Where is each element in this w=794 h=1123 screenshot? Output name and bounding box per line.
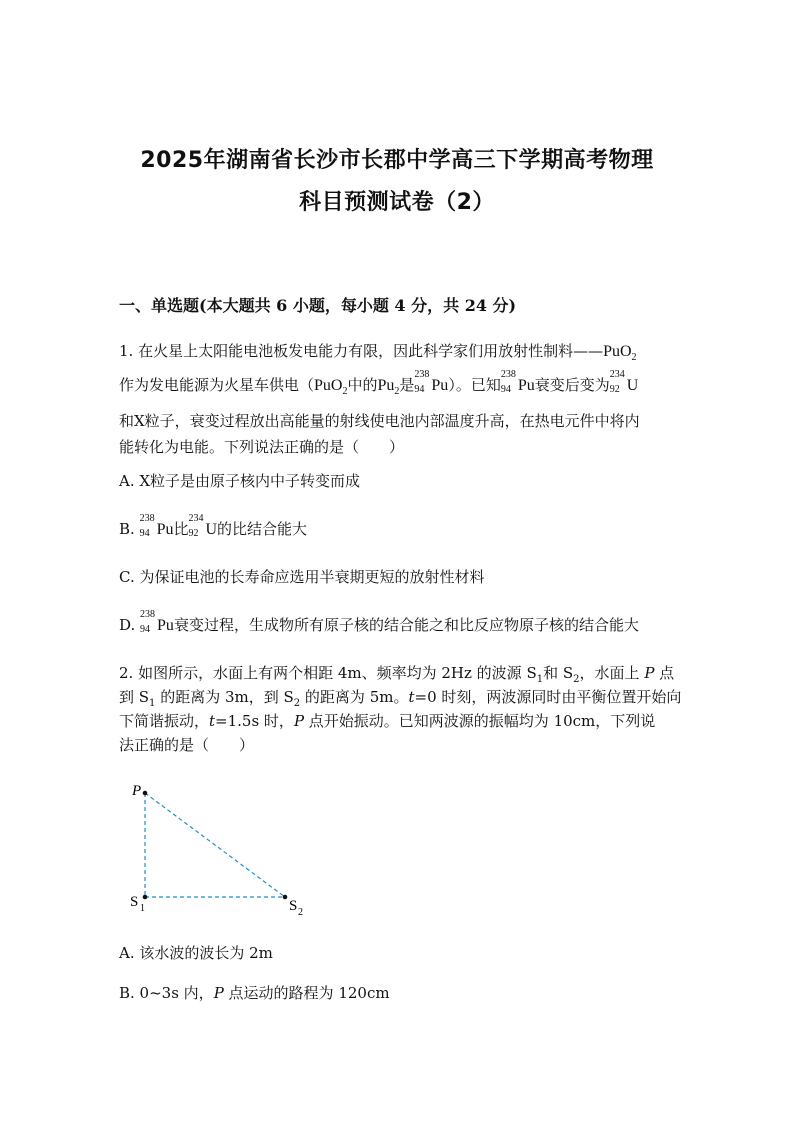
q2-option-a: A. 该水波的波长为 2m [119,944,273,962]
formula-pu: $Pu_2$ [377,377,400,398]
q2-line-3: 下简谐振动，t=1.5s 时，P 点开始振动。已知两波源的振幅均为 10cm，下列说 [119,712,656,730]
q2-line-4: 法正确的是（ ） [119,736,255,754]
q2-line-1: 2. 如图所示，水面上有两个相距 4m、频率均为 2Hz 的波源 $S_1$和 $S_2$，水面上 P 点 [119,664,675,685]
formula-puo2: PuO$_2$ [603,343,637,364]
q1-text: 是 [399,376,415,394]
nuclide-pu-238: 238 94 Pu [140,609,174,635]
q1-option-a: A. X粒子是由原子核内中子转变而成 [119,472,361,490]
page-title-line-1: 2025年湖南省长沙市长郡中学高三下学期高考物理 [140,148,654,173]
q1-line-4: 能转化为电能。下列说法正确的是（ ） [119,438,405,456]
q1-text: ）。已知 [448,376,501,394]
label-s2: S [289,898,298,914]
q1-text: 作为发电能源为火星车供电（ [119,376,315,394]
point-s2 [283,895,288,900]
q1-option-d: D. 238 94 Pu衰变过程，生成物所有原子核的结合能之和比反应物原子核的结合能大 [119,609,639,635]
nuclide-u-234: 234 92 U [188,513,218,539]
q1-stem-text: 1. 在火星上太阳能电池板发电能力有限，因此科学家们用放射性制料—— [119,342,604,360]
point-p [143,791,148,796]
nuclide-pu-238: 238 94 Pu [139,513,174,539]
edge-p-s2 [145,793,285,897]
label-s1: S [130,894,139,910]
q1-option-c: C. 为保证电池的长寿命应选用半衰期更短的放射性材料 [119,568,485,586]
q2-triangle-figure [120,775,320,920]
q1-line-1 [119,340,637,363]
q1-text: 中的 [347,376,378,394]
point-s1 [143,895,148,900]
q2-line-2: 到 $S_1$ 的距离为 3m，到 $S_2$ 的距离为 5m。t=0 时刻，两波源同时由平衡位置开始向 [119,688,682,709]
section-heading: 一、单选题(本大题共 6 小题，每小题 4 分，共 24 分) [119,296,517,315]
page-title-line-2: 科目预测试卷（2） [299,190,495,215]
label-s2-sub: 2 [298,907,303,918]
formula-puo2: PuO$_2$ [314,377,348,398]
q1-text: 衰变后变为 [534,376,610,394]
q1-line-2 [119,369,639,398]
label-p: P [132,783,142,799]
nuclide-pu-238: 238 94 Pu [500,369,535,395]
q1-option-b: B. 238 94 Pu比 234 92 U的比结合能大 [119,513,308,539]
nuclide-u-234: 234 92 U [609,369,639,395]
label-s1-sub: 1 [140,903,145,914]
q1-line-3: 和X粒子，衰变过程放出高能量的射线使电池内部温度升高，在热电元件中将内 [119,412,640,430]
q2-option-b: B. 0~3s 内，P 点运动的路程为 120cm [119,984,390,1002]
nuclide-pu-238: 238 94 Pu [414,369,449,395]
